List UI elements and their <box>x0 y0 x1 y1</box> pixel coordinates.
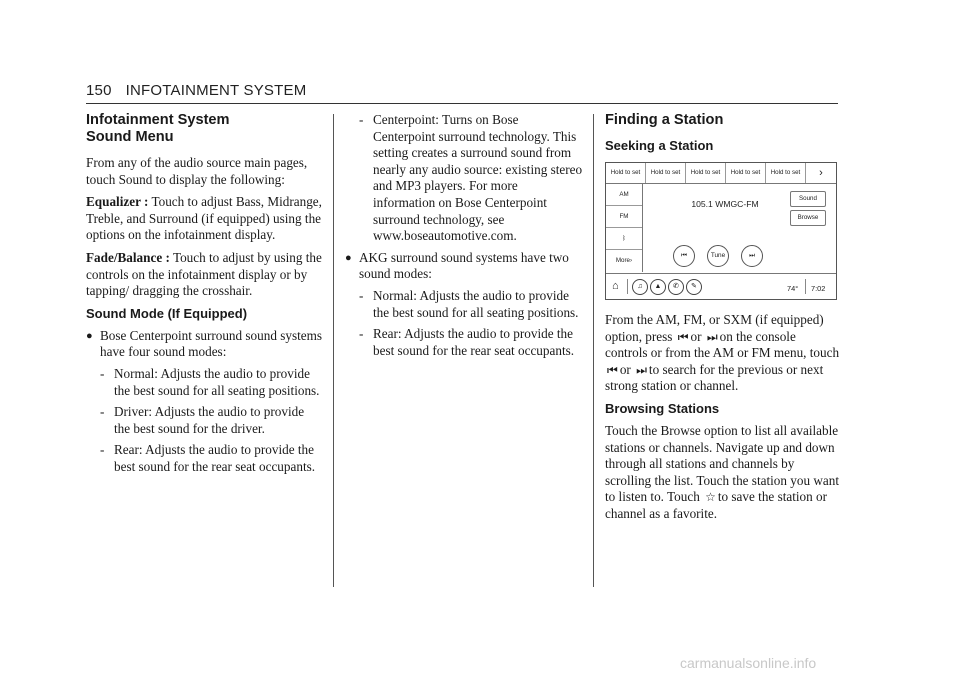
intro-paragraph: From any of the audio source main pages, touch Sound to display the following: <box>86 155 308 187</box>
seek-back-icon: ⏮ <box>673 245 695 267</box>
running-header <box>86 82 838 99</box>
phone-icon: ✆ <box>668 279 684 295</box>
preset-button: Hold to set <box>726 163 766 183</box>
list-item: ● AKG surround sound systems have two sound modes: <box>345 249 569 282</box>
station-name: 105.1 WMGC-FM <box>691 199 759 209</box>
home-icon: ⌂ <box>612 280 619 292</box>
list-item: - Centerpoint: Turns on Bose Centerpoint surround technology. This setting creates a surround sound from nearly any audio source: existing stereo and MP3 players. For more information on Bose Centerpoint surround technology, see www.boseautomotive.com. <box>359 112 583 244</box>
seek-forward-icon: ⏭ <box>741 245 763 267</box>
navigation-icon: ▲ <box>650 279 666 295</box>
watermark: carmanualsonline.info <box>680 655 817 671</box>
sound-mode-title: Sound Mode (If Equipped) <box>86 305 248 321</box>
bluetooth-icon: ᛒ <box>606 228 642 250</box>
column-divider <box>593 114 594 587</box>
list-item: - Normal: Adjusts the audio to provide the best sound for all seating positions. <box>100 365 320 398</box>
star-icon: ☆ <box>705 490 716 505</box>
bullet-icon: ● <box>345 251 352 264</box>
browse-paragraph: Touch the Browse option to list all available stations or channels. Navigate up and down through all stations and channels by scrolling the list. Touch the station you want to listen to. Touch ☆ to save the station or channel as a favorite. <box>605 422 839 521</box>
preset-button: Hold to set <box>686 163 726 183</box>
list-item: - Rear: Adjusts the audio to provide the best sound for the rear seat occupants. <box>359 326 575 358</box>
column-1 <box>86 112 322 481</box>
dash-icon: - <box>359 112 364 127</box>
preset-button: Hold to set <box>606 163 646 183</box>
source-am: AM <box>606 184 642 206</box>
browse-button: Browse <box>790 210 826 226</box>
seek-back-icon: ⏮ <box>677 329 689 344</box>
source-more: More› <box>615 257 633 264</box>
equalizer-term: Equalizer : <box>86 194 149 210</box>
chevron-right-icon: › <box>630 257 633 264</box>
source-fm: FM <box>606 206 642 228</box>
list-item: - Normal: Adjusts the audio to provide the best sound for all seating positions. <box>359 287 579 320</box>
apps-icon: ✎ <box>686 279 702 295</box>
chevron-right-icon: › <box>819 167 823 179</box>
page-number: 150 <box>86 82 112 99</box>
bullet-icon: ● <box>86 329 93 342</box>
preset-button: Hold to set <box>646 163 686 183</box>
section-name: INFOTAINMENT SYSTEM <box>125 82 307 99</box>
bottom-bar <box>606 273 836 299</box>
column-2 <box>345 112 583 364</box>
seek-title: Seeking a Station <box>605 138 714 153</box>
equalizer-paragraph: Equalizer : Touch to adjust Bass, Midrange, Treble, and Surround (if equipped) using the options on the infotainment display. <box>86 194 322 243</box>
browse-title: Browsing Stations <box>605 400 720 416</box>
list-item: - Driver: Adjusts the audio to provide the best sound for the driver. <box>100 404 305 436</box>
divider <box>627 279 628 294</box>
seek-forward-icon: ⏭ <box>636 362 647 377</box>
clock: 7:02 <box>811 284 826 293</box>
list-item: ● Bose Centerpoint surround sound systems have four sound modes: <box>86 327 322 360</box>
header-rule <box>86 103 838 104</box>
fade-paragraph: Fade/Balance : Touch to adjust by using the controls on the infotainment display or by tapping/ dragging the crosshair. <box>86 249 322 299</box>
preset-row <box>606 163 836 184</box>
dash-icon: - <box>100 404 105 420</box>
divider <box>805 279 806 294</box>
radio-screen-illustration <box>605 162 837 300</box>
dash-icon: - <box>359 326 364 342</box>
seek-paragraph: From the AM, FM, or SXM (if equipped) option, press ⏮ or ⏭ on the console controls or from the AM or FM menu, touch ⏮ or ⏭ to search for the previous or next strong station or channel. <box>605 312 840 394</box>
list-item: - Rear: Adjusts the audio to provide the best sound for the rear seat occupants. <box>100 442 316 474</box>
section-title: Infotainment System Sound Menu <box>86 112 230 145</box>
seek-back-icon: ⏮ <box>607 362 618 377</box>
column-3 <box>605 112 841 529</box>
seek-forward-icon: ⏭ <box>706 329 718 344</box>
preset-button: Hold to set <box>766 163 806 183</box>
tune-button: Tune <box>707 245 729 267</box>
dash-icon: - <box>359 287 364 303</box>
section-title: Finding a Station <box>605 112 724 128</box>
column-divider <box>333 114 334 587</box>
dash-icon: - <box>100 365 105 381</box>
source-column <box>606 184 643 272</box>
temperature: 74° <box>787 284 799 293</box>
sound-button: Sound <box>790 191 826 207</box>
fade-term: Fade/Balance : <box>86 249 170 265</box>
music-icon: ♫ <box>632 279 648 295</box>
dash-icon: - <box>100 442 105 458</box>
